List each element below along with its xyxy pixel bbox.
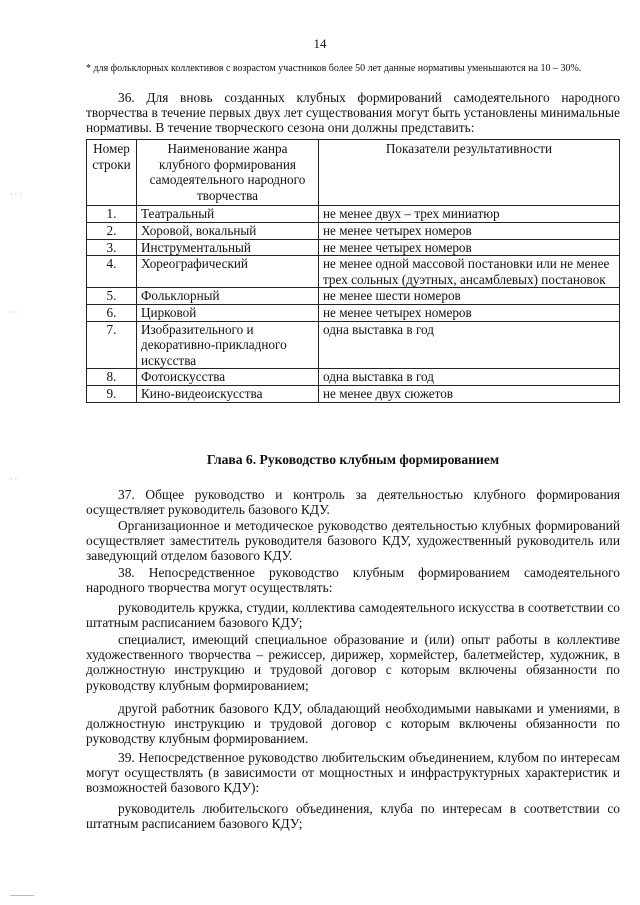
row-indicator: не менее двух сюжетов	[319, 385, 620, 402]
table-header-row	[87, 140, 620, 206]
header-indicators: Показатели результативности	[319, 140, 620, 206]
row-indicator: не менее одной массовой постановки или не менее трех сольных (дуэтных, ансамблевых) постановок	[319, 256, 620, 288]
paragraph-37: 37. Общее руководство и контроль за деятельностью клубного формирования осуществляет руководитель базового КДУ.	[86, 487, 620, 518]
paragraph-37-org: Организационное и методическое руководство деятельностью клубных формирований осуществляет заместитель руководителя базового КДУ, художественный руководитель или заведующий отделом базового КДУ.	[86, 518, 620, 564]
table-row	[87, 256, 620, 288]
row-number: 9.	[87, 385, 137, 402]
row-genre: Фотоискусства	[137, 369, 319, 386]
table-row	[87, 288, 620, 305]
scan-margin-mark: · ·	[10, 475, 18, 484]
row-number: 6.	[87, 304, 137, 321]
paragraph-38-item-3: другой работник базового КДУ, обладающий необходимыми навыками и умениями, в должностную инструкцию и трудовой договор с которым включены обязанности по руководству клубным формированием.	[86, 701, 620, 747]
paragraph-39: 39. Непосредственное руководство любительским объединением, клубом по интересам могут осуществлять (в зависимости от мощностных и инфраструктурных характеристик и возможностей базового КДУ):	[86, 750, 620, 796]
table-row	[87, 222, 620, 239]
row-number: 5.	[87, 288, 137, 305]
row-indicator: не менее четырех номеров	[319, 239, 620, 256]
header-genre: Наименование жанра клубного формирования самодеятельного народного творчества	[137, 140, 319, 206]
paragraph-39-item-1: руководитель любительского объединения, клуба по интересам в соответствии со штатным расписанием базового КДУ;	[86, 801, 620, 832]
table-row	[87, 239, 620, 256]
row-indicator: не менее четырех номеров	[319, 304, 620, 321]
scan-margin-mark: · · ·	[10, 190, 22, 199]
row-number: 7.	[87, 321, 137, 369]
row-number: 8.	[87, 369, 137, 386]
row-indicator: одна выставка в год	[319, 321, 620, 369]
row-genre: Изобразительного и декоративно-прикладного искусства	[137, 321, 319, 369]
header-row-number: Номер строки	[87, 140, 137, 206]
table-row	[87, 385, 620, 402]
row-number: 4.	[87, 256, 137, 288]
chapter-title: Глава 6. Руководство клубным формированием	[206, 452, 500, 467]
row-genre: Театральный	[137, 206, 319, 223]
table-row	[87, 206, 620, 223]
row-indicator: не менее двух – трех миниатюр	[319, 206, 620, 223]
table-row	[87, 321, 620, 369]
scan-edge-line	[10, 895, 34, 896]
row-number: 3.	[87, 239, 137, 256]
row-genre: Хоровой, вокальный	[137, 222, 319, 239]
paragraph-38-item-2: специалист, имеющий специальное образование и (или) опыт работы в коллективе художественного творчества – режиссер, дирижер, хормейстер, балетмейстер, художник, в должностную инструкцию и трудовой договор с которым включены обязанности по руководству клубным формированием;	[86, 632, 620, 693]
row-genre: Хореографический	[137, 256, 319, 288]
table-row	[87, 369, 620, 386]
paragraph-36: 36. Для вновь созданных клубных формирований самодеятельного народного творчества в течение первых двух лет существования могут быть установлены минимальные нормативы. В течение творческого сезона они должны представить:	[86, 90, 620, 136]
row-genre: Фольклорный	[137, 288, 319, 305]
row-indicator: не менее четырех номеров	[319, 222, 620, 239]
row-genre: Цирковой	[137, 304, 319, 321]
row-indicator: не менее шести номеров	[319, 288, 620, 305]
scan-margin-mark: · ·	[10, 308, 18, 317]
table-row	[87, 304, 620, 321]
row-genre: Инструментальный	[137, 239, 319, 256]
paragraph-38-item-1: руководитель кружка, студии, коллектива самодеятельного искусства в соответствии со штатным расписанием базового КДУ;	[86, 600, 620, 631]
footnote: * для фольклорных коллективов с возрастом участников более 50 лет данные нормативы уменьшаются на 10 – 30%.	[86, 63, 582, 74]
results-table	[86, 139, 620, 403]
row-number: 2.	[87, 222, 137, 239]
row-genre: Кино-видеоискусства	[137, 385, 319, 402]
page-number: 14	[313, 36, 327, 51]
paragraph-38: 38. Непосредственное руководство клубным формированием самодеятельного народного творчества могут осуществлять:	[86, 565, 620, 596]
row-number: 1.	[87, 206, 137, 223]
row-indicator: одна выставка в год	[319, 369, 620, 386]
